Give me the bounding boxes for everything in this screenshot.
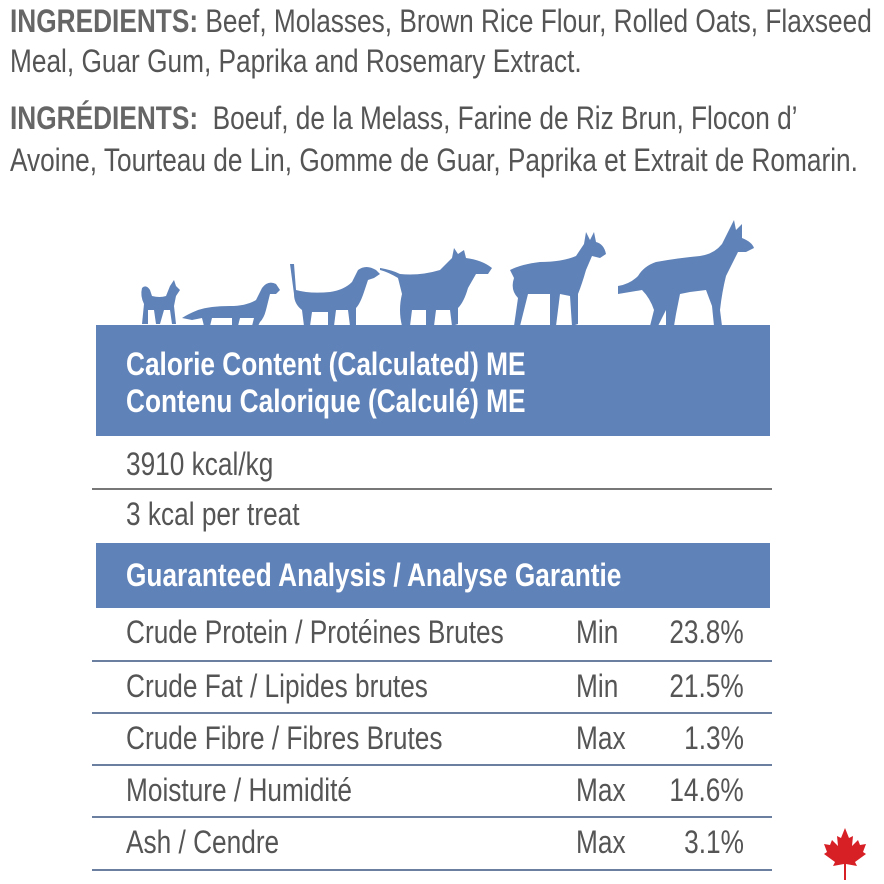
row-divider: [92, 869, 772, 871]
nutrient-value: 14.6%: [669, 772, 744, 808]
nutrient-qualifier: Min: [576, 614, 619, 650]
ingredients-en-line2: Meal, Guar Gum, Paprika and Rosemary Extract.: [10, 43, 582, 79]
ingredients-en-label: INGREDIENTS:: [10, 3, 199, 39]
calorie-per-kg: 3910 kcal/kg: [126, 446, 274, 482]
calorie-per-kg-row: [96, 444, 770, 488]
dog-silhouettes-icon: [130, 214, 770, 326]
ingredients-fr-line2: Avoine, Tourteau de Lin, Gomme de Guar, Paprika et Extrait de Romarin.: [10, 142, 858, 178]
nutrient-name: Ash / Cendre: [126, 824, 280, 860]
maple-leaf-icon: [822, 826, 868, 880]
analysis-row: [96, 662, 770, 714]
analysis-row: [96, 608, 770, 660]
nutrient-qualifier: Min: [576, 668, 619, 704]
calorie-per-treat: 3 kcal per treat: [126, 496, 300, 532]
calorie-heading-fr: Contenu Calorique (Calculé) ME: [126, 383, 526, 419]
nutrient-name: Moisture / Humidité: [126, 772, 353, 808]
nutrient-qualifier: Max: [576, 824, 626, 860]
nutrient-name: Crude Fibre / Fibres Brutes: [126, 720, 443, 756]
nutrient-value: 3.1%: [684, 824, 744, 860]
nutrient-name: Crude Protein / Protéines Brutes: [126, 614, 504, 650]
guaranteed-analysis-header: [96, 543, 770, 608]
ingredients-en-line1: INGREDIENTS: Beef, Molasses, Brown Rice Flour, Rolled Oats, Flaxseed: [10, 3, 872, 39]
nutrient-name: Crude Fat / Lipides brutes: [126, 668, 428, 704]
nutrient-value: 23.8%: [669, 614, 744, 650]
nutrient-value: 21.5%: [669, 668, 744, 704]
analysis-row: [96, 818, 770, 870]
nutrient-qualifier: Max: [576, 772, 626, 808]
nutrient-value: 1.3%: [684, 720, 744, 756]
analysis-row: [96, 714, 770, 766]
row-divider: [92, 488, 772, 490]
calorie-per-treat-row: [96, 494, 770, 538]
ingredients-fr-label: INGRÉDIENTS:: [10, 100, 199, 136]
ingredients-fr-line1: INGRÉDIENTS: Boeuf, de la Melass, Farine de Riz Brun, Flocon d’: [10, 100, 798, 136]
analysis-row: [96, 766, 770, 818]
calorie-heading-en: Calorie Content (Calculated) ME: [126, 346, 526, 382]
calorie-content-header: [96, 325, 770, 436]
analysis-heading: Guaranteed Analysis / Analyse Garantie: [126, 557, 622, 593]
nutrient-qualifier: Max: [576, 720, 626, 756]
